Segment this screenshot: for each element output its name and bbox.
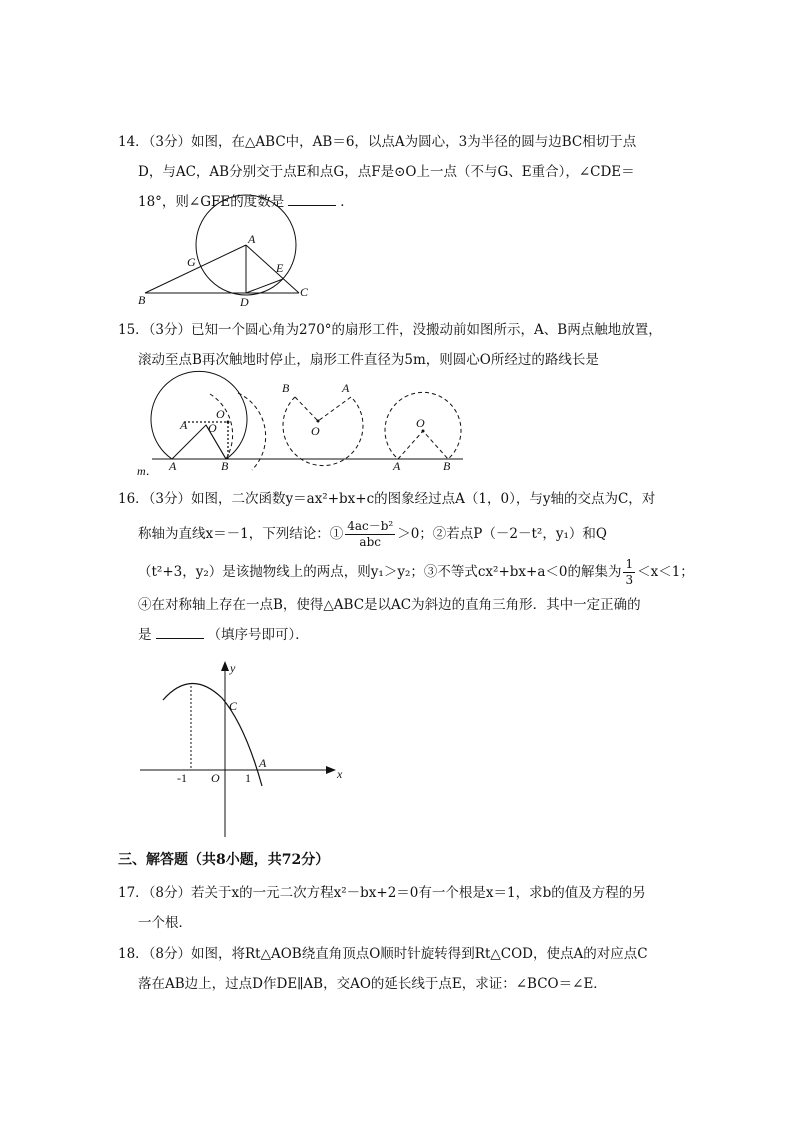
q15-label-o1: O [216, 407, 225, 421]
q14-label-g: G [187, 255, 196, 269]
q15-label-b3: B [443, 459, 451, 473]
q16-line-1: 16．（3分）如图，二次函数y＝ax²+bx+c的图象经过点A（1，0），与y轴的交点为C，对 [118, 491, 656, 507]
q15-label-b1: B [221, 459, 229, 473]
q16-label-c: C [229, 699, 238, 713]
q15-label-o3: O [416, 416, 425, 430]
q16-line-3-end: ＜x＜1； [637, 564, 694, 580]
q15-label-a3: A [393, 459, 401, 473]
q15-label-o2: O [311, 424, 320, 438]
q14-line-1: 14．（3分）如图，在△ABC中，AB＝6，以点A为圆心，3为半径的圆与边BC相切于点 [118, 134, 637, 150]
q16-label-neg1: -1 [177, 771, 187, 785]
q16-frac2-num: 1 [625, 557, 634, 571]
q14-line-3-end: ． [340, 194, 354, 210]
q14-label-c: C [300, 285, 309, 299]
q18-line-2: 落在AB边上，过点D作DE∥AB，交AO的延长线于点E，求证：∠BCO＝∠E． [138, 976, 607, 992]
q14-label-d: D [240, 295, 249, 309]
q16-label-a: A [259, 756, 267, 770]
q17-line-2: 一个根． [138, 915, 192, 931]
q16-line-3-text: （t²+3，y₂）是该抛物线上的两点，则y₁＞y₂；③不等式cx²+bx+a＜0的解集为 [138, 564, 622, 580]
q16-line-4: ④在对称轴上存在一点B，使得△ABC是以AC为斜边的直角三角形．其中一定正确的 [138, 597, 641, 613]
q16-line-2-text: 称轴为直线x＝－1，下列结论：① [138, 526, 344, 542]
q14-label-a: A [248, 232, 256, 246]
q17-line-1: 17．（8分）若关于x的一元二次方程x²－bx+2＝0有一个根是x＝1，求b的值及方程的另 [118, 885, 646, 901]
q18-line-1: 18．（8分）如图，将Rt△AOB绕直角顶点O顺时针旋转得到Rt△COD，使点A的对应点C [118, 946, 648, 962]
q16-label-y: y [230, 661, 236, 675]
q15-label-o1b: O [208, 421, 217, 435]
q16-line-5-text: 是 [138, 627, 152, 643]
question-17 [118, 878, 678, 938]
q16-label-o: O [211, 771, 220, 785]
q15-label-a1b: A [180, 418, 188, 432]
q15-label-b2: B [282, 381, 290, 395]
q16-label-one: 1 [245, 771, 251, 785]
q14-line-3-text: 18°，则∠GFE的度数是 [138, 194, 285, 210]
q14-line-2: D，与AC，AB分别交于点E和点G，点F是⊙O上一点（不与G、E重合），∠CDE＝ [138, 164, 635, 180]
question-18 [118, 939, 678, 999]
q16-line-2-end: ＞0；②若点P（－2－t²，y₁）和Q [397, 526, 607, 542]
q15-label-a1: A [169, 459, 177, 473]
q15-label-a2: A [342, 381, 350, 395]
q14-label-e: E [276, 261, 284, 275]
q15-line-1: 15．（3分）已知一个圆心角为270°的扇形工件，没搬动前如图所示，A、B两点触地放置， [118, 322, 662, 338]
q16-frac1-num: 4ac－b² [347, 519, 394, 533]
q14-label-b: B [138, 293, 146, 307]
q16-frac2-den: 3 [625, 573, 634, 587]
q16-line-5-end: （填序号即可）． [207, 627, 309, 643]
q16-label-x: x [337, 767, 343, 781]
q16-frac1-den: abc [359, 535, 381, 549]
q15-label-m: m． [137, 464, 158, 478]
section-header: 三、解答题（共8小题，共72分） [118, 852, 330, 868]
q15-line-2: 滚动至点B再次触地时停止，扇形工件直径为5m，则圆心O所经过的路线长是 [138, 352, 599, 368]
